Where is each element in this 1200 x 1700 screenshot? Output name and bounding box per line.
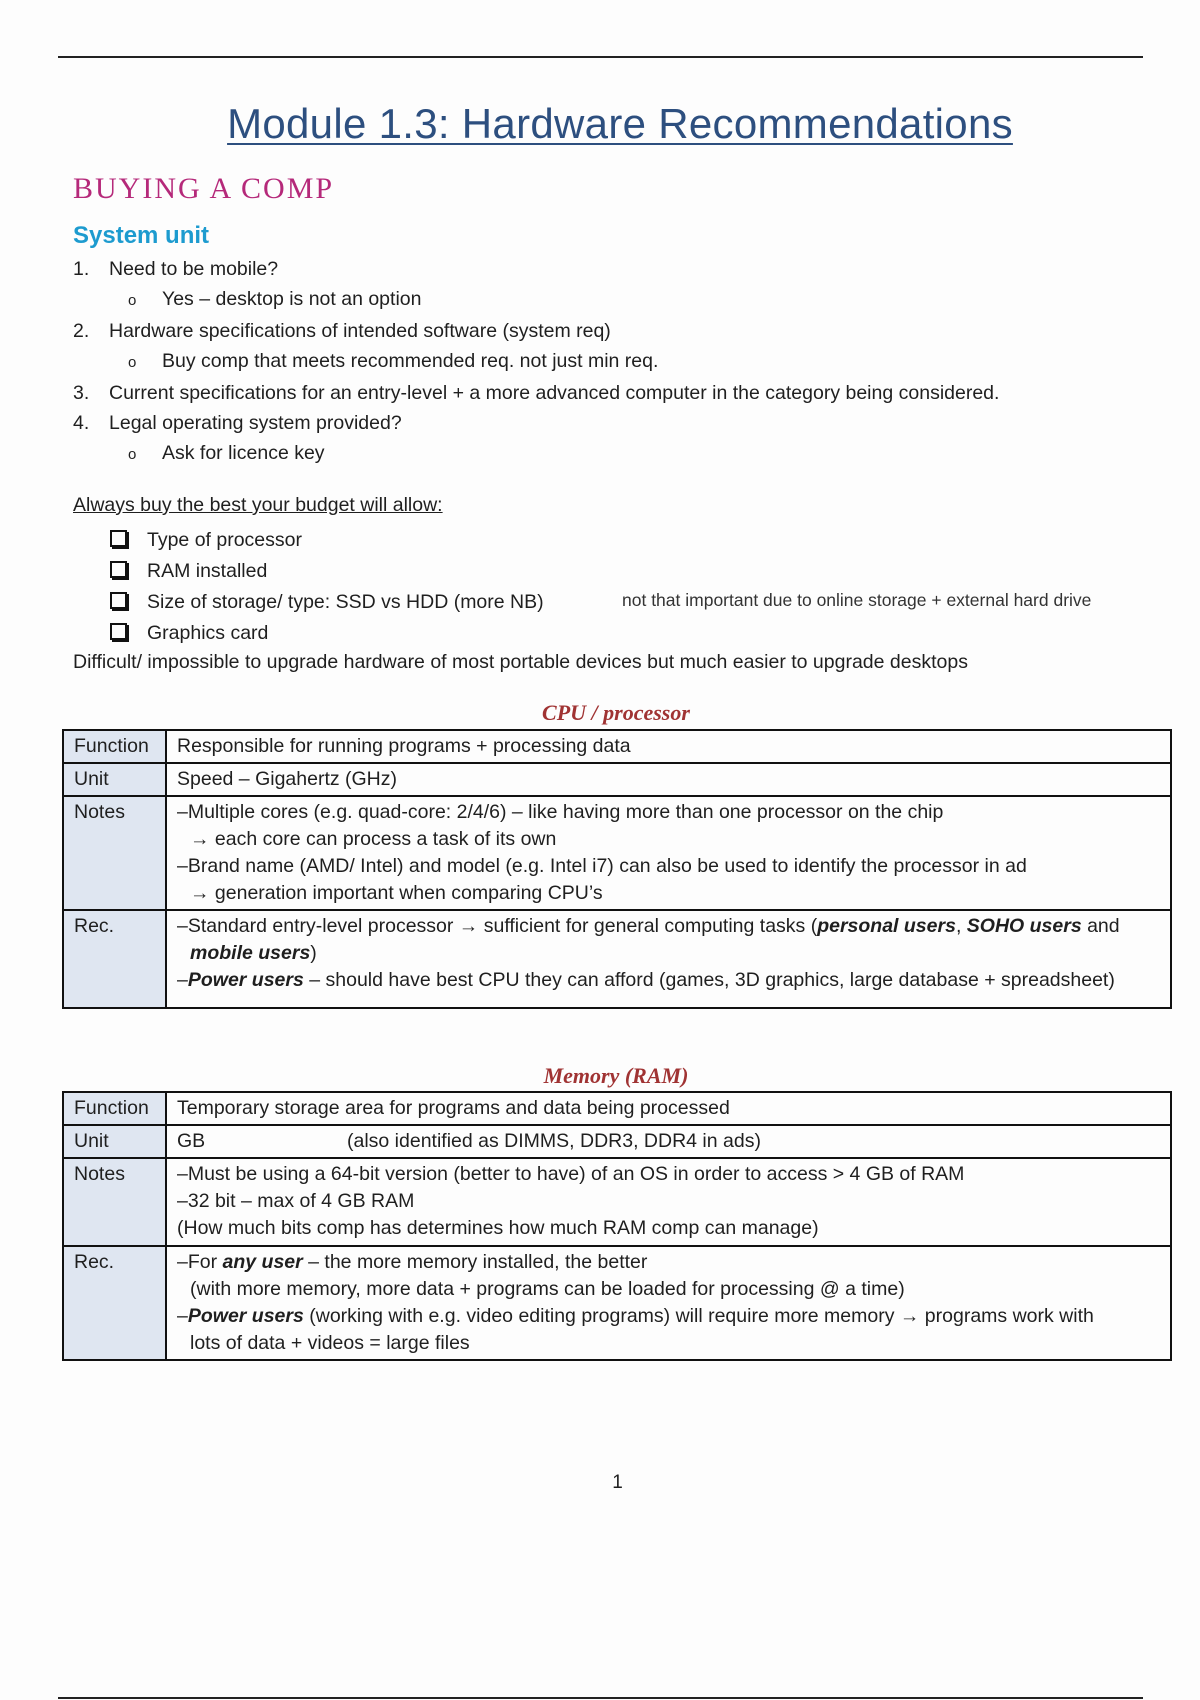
cpu-table	[62, 729, 1172, 1009]
table-row	[63, 763, 1171, 796]
row-label: Function	[63, 1092, 166, 1125]
row-label: Unit	[63, 763, 166, 796]
checklist-item: Size of storage/ type: SSD vs HDD (more NB)	[110, 587, 544, 618]
table-row	[63, 796, 1171, 910]
section-heading: BUYING A COMP	[73, 172, 335, 205]
row-value: –Standard entry-level processor → sufficient for general computing tasks (personal users, SOHO users and mobile users) –Power users – should have best CPU they can afford (games, 3D graphics, large database + spreadsheet)	[166, 910, 1171, 1008]
row-value: –Must be using a 64-bit version (better to have) of an OS in order to access > 4 GB of RAM –32 bit – max of 4 GB RAM (How much bits comp has determines how much RAM comp can manage)	[166, 1158, 1171, 1246]
budget-heading: Always buy the best your budget will allow:	[73, 494, 443, 516]
row-value: GB (also identified as DIMMS, DDR3, DDR4 in ads)	[166, 1125, 1171, 1158]
table-row	[63, 1125, 1171, 1158]
top-rule	[58, 56, 1143, 58]
row-label: Rec.	[63, 1246, 166, 1360]
row-label: Notes	[63, 1158, 166, 1246]
checkbox-icon	[110, 623, 127, 640]
row-value: –Multiple cores (e.g. quad-core: 2/4/6) – like having more than one processor on the chip → each core can process a task of its own –Brand name (AMD/ Intel) and model (e.g. Intel i7) can also be used to identify the processor in ad → generation important when comparing CPU’s	[166, 796, 1171, 910]
row-value: –For any user – the more memory installed, the better (with more memory, more data + programs can be loaded for processing @ a time) –Power users (working with e.g. video editing programs) will require more memory → programs work with lots of data + videos = large files	[166, 1246, 1171, 1360]
list-subitem: o Yes – desktop is not an option	[128, 288, 422, 310]
row-label: Unit	[63, 1125, 166, 1158]
page-number: 1	[612, 1472, 623, 1493]
budget-checklist	[110, 525, 544, 649]
row-label: Notes	[63, 796, 166, 910]
table-row	[63, 910, 1171, 1008]
bottom-rule	[58, 1697, 1143, 1699]
row-value: Speed – Gigahertz (GHz)	[166, 763, 1171, 796]
checkbox-icon	[110, 530, 127, 547]
subsection-heading: System unit	[73, 222, 210, 249]
row-label: Function	[63, 730, 166, 763]
ram-table	[62, 1091, 1172, 1361]
list-item: 1. Need to be mobile?	[73, 258, 279, 280]
storage-side-note: not that important due to online storage + external hard drive	[622, 590, 1092, 610]
ram-table-caption: Memory (RAM)	[543, 1063, 689, 1088]
list-subitem: o Buy comp that meets recommended req. not just min req.	[128, 350, 659, 372]
row-label: Rec.	[63, 910, 166, 1008]
list-item: 2. Hardware specifications of intended software (system req)	[73, 320, 611, 342]
checklist-item: RAM installed	[110, 556, 544, 587]
list-item: 4. Legal operating system provided?	[73, 412, 402, 434]
cpu-table-caption: CPU / processor	[542, 700, 690, 725]
table-row	[63, 1246, 1171, 1360]
table-row	[63, 1092, 1171, 1125]
row-value: Temporary storage area for programs and data being processed	[166, 1092, 1171, 1125]
checklist-item: Graphics card	[110, 618, 544, 649]
numbered-list	[73, 254, 999, 470]
checkbox-icon	[110, 592, 127, 609]
page-title: Module 1.3: Hardware Recommendations	[227, 100, 1013, 147]
row-value: Responsible for running programs + processing data	[166, 730, 1171, 763]
checklist-item: Type of processor	[110, 525, 544, 556]
list-subitem: o Ask for licence key	[128, 442, 325, 464]
checkbox-icon	[110, 561, 127, 578]
list-item: 3. Current specifications for an entry-level + a more advanced computer in the category being considered.	[73, 382, 1000, 404]
upgrade-note: Difficult/ impossible to upgrade hardware of most portable devices but much easier to upgrade desktops	[73, 651, 968, 673]
table-row	[63, 730, 1171, 763]
table-row	[63, 1158, 1171, 1246]
